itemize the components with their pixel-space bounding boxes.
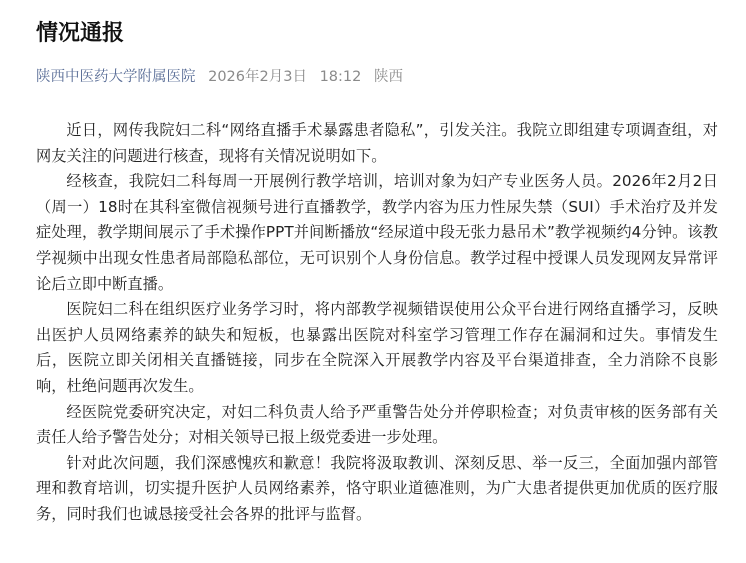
paragraph-findings: 经核查，我院妇二科每周一开展例行教学培训，培训对象为妇产专业医务人员。2026年2月2日（周一）18时在其科室微信视频号进行直播教学，教学内容为压力性尿失禁（SUI）手术治疗及并发症处理，教学期间展示了手术操作PPT并间断播放“经尿道中段无张力悬吊术”教学视频约4分钟。该教学视频中出现女性患者局部隐私部位，无可识别个人身份信息。教学过程中授课人员发现网友异常评论后立即中断直播。 xyxy=(36,172,718,293)
publish-date: 2026年2月3日 xyxy=(208,69,307,85)
article xyxy=(36,0,726,528)
paragraph-reflection: 医院妇二科在组织医疗业务学习时，将内部教学视频错误使用公众平台进行网络直播学习，反映出医护人员网络素养的缺失和短板，也暴露出医院对科室学习管理工作存在漏洞和过失。事情发生后，医院立即关闭相关直播链接，同步在全院深入开展教学内容及平台渠道排查，全力消除不良影响，杜绝问题再次发生。 xyxy=(36,300,718,395)
paragraph-apology: 针对此次问题，我们深感愧疚和歉意！我院将汲取教训、深刻反思、举一反三，全面加强内部管理和教育培训，切实提升医护人员网络素养，恪守职业道德准则，为广大患者提供更加优质的医疗服务，同时我们也诚恳接受社会各界的批评与监督。 xyxy=(36,453,718,523)
paragraph-discipline: 经医院党委研究决定，对妇二科负责人给予严重警告处分并停职检查；对负责审核的医务部有关责任人给予警告处分；对相关领导已报上级党委进一步处理。 xyxy=(36,402,718,447)
publish-time: 18:12 xyxy=(319,69,362,85)
article-title: 情况通报 xyxy=(36,21,125,46)
paragraph-intro: 近日，网传我院妇二科“网络直播手术暴露患者隐私”，引发关注。我院立即组建专项调查组，对网友关注的问题进行核查，现将有关情况说明如下。 xyxy=(36,121,718,165)
account-name-link[interactable]: 陕西中医药大学附属医院 xyxy=(36,69,196,85)
publish-location: 陕西 xyxy=(373,69,403,85)
article-body xyxy=(36,118,718,528)
article-meta xyxy=(36,66,726,88)
